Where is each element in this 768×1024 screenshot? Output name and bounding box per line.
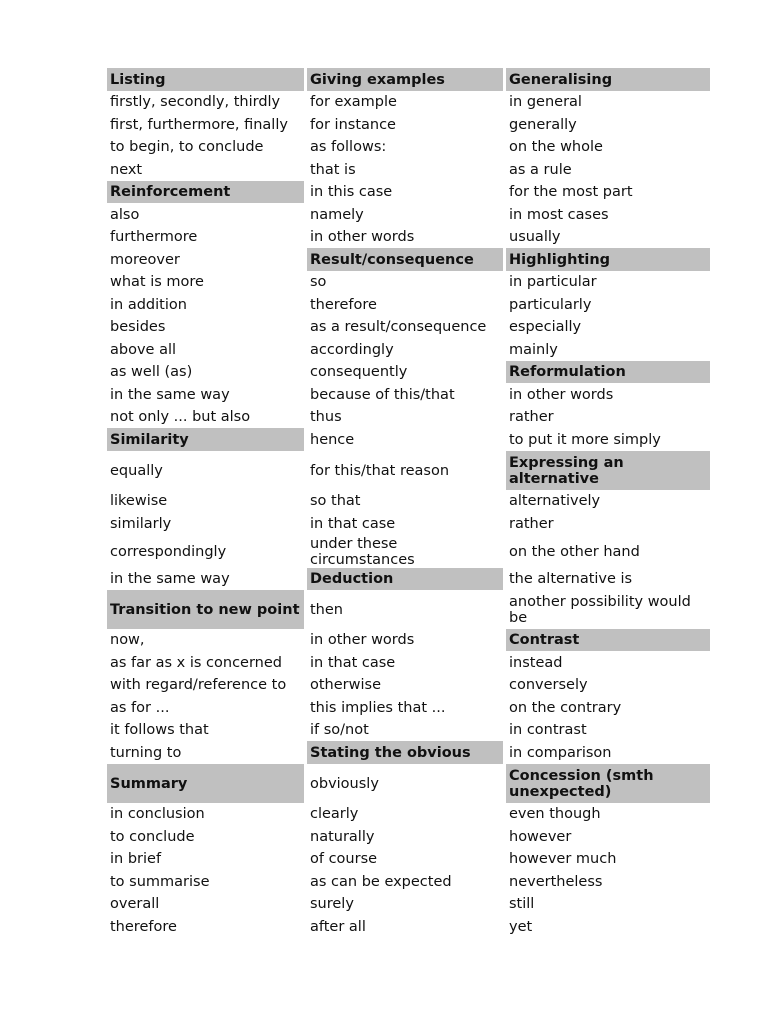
table-row bbox=[107, 803, 710, 825]
phrase-cell: however much bbox=[509, 851, 617, 867]
phrase-cell: still bbox=[509, 896, 535, 912]
table-row bbox=[107, 825, 710, 848]
table-row bbox=[107, 293, 710, 316]
phrase-cell: another possibility would be bbox=[509, 593, 691, 626]
phrase-cell: therefore bbox=[307, 293, 506, 316]
phrase-cell: usually bbox=[509, 229, 561, 245]
phrase-cell: on the other hand bbox=[509, 543, 640, 560]
phrase-cell: as follows: bbox=[307, 136, 506, 158]
phrase-cell: for example bbox=[307, 91, 506, 113]
phrase-cell: equally bbox=[107, 451, 307, 490]
phrase-cell: if so/not bbox=[307, 719, 506, 741]
phrase-cell: in addition bbox=[107, 293, 307, 316]
phrase-cell: in particular bbox=[509, 274, 597, 290]
phrase-cell: alternatively bbox=[509, 493, 601, 509]
linking-phrases-table bbox=[107, 68, 710, 938]
phrase-cell: next bbox=[107, 158, 307, 181]
category-heading: Listing bbox=[107, 68, 307, 91]
category-heading: Contrast bbox=[506, 629, 710, 651]
table-row bbox=[107, 674, 710, 696]
phrase-cell: in that case bbox=[307, 651, 506, 674]
table-row bbox=[107, 113, 710, 136]
table-row bbox=[107, 248, 710, 271]
table-row bbox=[107, 764, 710, 803]
phrase-cell: as a result/consequence bbox=[307, 316, 506, 338]
phrase-cell: in conclusion bbox=[107, 803, 307, 825]
table-row bbox=[107, 590, 710, 629]
table-row bbox=[107, 361, 710, 383]
phrase-cell: turning to bbox=[107, 741, 307, 764]
category-heading: Reformulation bbox=[506, 361, 710, 383]
phrase-cell: obviously bbox=[307, 764, 506, 803]
phrase-cell: in brief bbox=[107, 848, 307, 870]
phrase-cell: namely bbox=[307, 203, 506, 226]
table-body bbox=[107, 68, 710, 938]
phrase-cell: naturally bbox=[307, 825, 506, 848]
phrase-cell: however bbox=[509, 828, 572, 845]
phrase-cell: in general bbox=[509, 94, 582, 110]
phrase-cell: also bbox=[107, 203, 307, 226]
phrase-cell: then bbox=[307, 590, 506, 629]
table-row bbox=[107, 226, 710, 248]
phrase-cell: overall bbox=[107, 893, 307, 915]
table-row bbox=[107, 68, 710, 91]
phrase-cell: so bbox=[307, 271, 506, 293]
phrase-cell: as a rule bbox=[509, 161, 572, 178]
phrase-cell: under these circumstances bbox=[307, 535, 506, 568]
phrase-cell: in other words bbox=[307, 629, 506, 651]
table-row bbox=[107, 136, 710, 158]
phrase-cell: on the whole bbox=[509, 139, 603, 155]
table-row bbox=[107, 406, 710, 428]
category-heading: Reinforcement bbox=[107, 181, 307, 203]
phrase-cell: especially bbox=[509, 319, 582, 335]
table-row bbox=[107, 870, 710, 893]
category-heading: Expressing an alternative bbox=[506, 451, 710, 490]
phrase-cell: in other words bbox=[307, 226, 506, 248]
table-row bbox=[107, 893, 710, 915]
phrase-cell: to put it more simply bbox=[509, 431, 661, 448]
phrase-cell: as well (as) bbox=[107, 361, 307, 383]
table-row bbox=[107, 629, 710, 651]
phrase-cell: nevertheless bbox=[509, 873, 603, 890]
table-row bbox=[107, 316, 710, 338]
category-heading: Highlighting bbox=[506, 248, 710, 271]
table-row bbox=[107, 490, 710, 512]
phrase-cell: in that case bbox=[307, 512, 506, 535]
phrase-cell: yet bbox=[509, 918, 533, 935]
phrase-cell: rather bbox=[509, 409, 554, 425]
phrase-cell: the alternative is bbox=[509, 571, 633, 587]
table-row bbox=[107, 535, 710, 568]
phrase-cell: what is more bbox=[107, 271, 307, 293]
phrase-cell: in the same way bbox=[107, 383, 307, 406]
phrase-cell: conversely bbox=[509, 677, 588, 693]
table-row bbox=[107, 91, 710, 113]
phrase-cell: as can be expected bbox=[307, 870, 506, 893]
phrase-cell: moreover bbox=[107, 248, 307, 271]
table-row bbox=[107, 512, 710, 535]
phrase-cell: as far as x is concerned bbox=[107, 651, 307, 674]
category-heading: Transition to new point bbox=[107, 590, 307, 629]
phrase-cell: similarly bbox=[107, 512, 307, 535]
phrase-cell: firstly, secondly, thirdly bbox=[107, 91, 307, 113]
phrase-cell: to begin, to conclude bbox=[107, 136, 307, 158]
category-heading: Similarity bbox=[107, 428, 307, 451]
phrase-cell: consequently bbox=[307, 361, 506, 383]
phrase-cell: accordingly bbox=[307, 338, 506, 361]
phrase-cell: now, bbox=[107, 629, 307, 651]
table-row bbox=[107, 383, 710, 406]
phrase-cell: not only ... but also bbox=[107, 406, 307, 428]
phrase-cell: in this case bbox=[307, 181, 506, 203]
phrase-cell: rather bbox=[509, 515, 554, 532]
phrase-cell: in other words bbox=[509, 386, 614, 403]
phrase-cell: it follows that bbox=[107, 719, 307, 741]
phrase-cell: for the most part bbox=[509, 184, 633, 200]
category-heading: Giving examples bbox=[307, 68, 506, 91]
category-heading: Result/consequence bbox=[307, 248, 506, 271]
phrase-cell: this implies that ... bbox=[307, 696, 506, 719]
phrase-cell: thus bbox=[307, 406, 506, 428]
phrase-cell: after all bbox=[307, 915, 506, 938]
table-row bbox=[107, 848, 710, 870]
phrase-cell: as for ... bbox=[107, 696, 307, 719]
table-row bbox=[107, 181, 710, 203]
phrase-cell: of course bbox=[307, 848, 506, 870]
category-heading: Generalising bbox=[506, 68, 710, 91]
table-row bbox=[107, 696, 710, 719]
phrase-cell: besides bbox=[107, 316, 307, 338]
phrase-cell: clearly bbox=[307, 803, 506, 825]
table-row bbox=[107, 158, 710, 181]
phrase-cell: even though bbox=[509, 806, 601, 822]
phrase-cell: with regard/reference to bbox=[107, 674, 307, 696]
phrase-cell: on the contrary bbox=[509, 699, 622, 716]
phrase-cell: for this/that reason bbox=[307, 451, 506, 490]
table-row bbox=[107, 428, 710, 451]
phrase-cell: furthermore bbox=[107, 226, 307, 248]
table-row bbox=[107, 915, 710, 938]
phrase-cell: in contrast bbox=[509, 722, 587, 738]
phrase-cell: first, furthermore, finally bbox=[107, 113, 307, 136]
phrase-cell: likewise bbox=[107, 490, 307, 512]
phrase-cell: mainly bbox=[509, 341, 558, 358]
table-row bbox=[107, 203, 710, 226]
category-heading: Concession (smth unexpected) bbox=[506, 764, 710, 803]
table-row bbox=[107, 651, 710, 674]
phrase-cell: to conclude bbox=[107, 825, 307, 848]
phrase-cell: in comparison bbox=[509, 744, 612, 761]
phrase-cell: because of this/that bbox=[307, 383, 506, 406]
category-heading: Deduction bbox=[307, 568, 506, 590]
category-heading: Summary bbox=[107, 764, 307, 803]
phrase-cell: therefore bbox=[107, 915, 307, 938]
phrase-cell: correspondingly bbox=[107, 535, 307, 568]
phrase-cell: for instance bbox=[307, 113, 506, 136]
phrase-cell: that is bbox=[307, 158, 506, 181]
phrase-cell: in most cases bbox=[509, 206, 609, 223]
category-heading: Stating the obvious bbox=[307, 741, 506, 764]
phrase-cell: to summarise bbox=[107, 870, 307, 893]
phrase-cell: generally bbox=[509, 116, 577, 133]
phrase-cell: surely bbox=[307, 893, 506, 915]
phrase-cell: instead bbox=[509, 654, 563, 671]
table-row bbox=[107, 338, 710, 361]
phrase-cell: so that bbox=[307, 490, 506, 512]
phrase-cell: above all bbox=[107, 338, 307, 361]
table-row bbox=[107, 719, 710, 741]
table-row bbox=[107, 451, 710, 490]
table-row bbox=[107, 568, 710, 590]
phrase-cell: particularly bbox=[509, 296, 592, 313]
phrase-cell: in the same way bbox=[107, 568, 307, 590]
table-row bbox=[107, 741, 710, 764]
table-row bbox=[107, 271, 710, 293]
phrase-cell: otherwise bbox=[307, 674, 506, 696]
phrase-cell: hence bbox=[307, 428, 506, 451]
